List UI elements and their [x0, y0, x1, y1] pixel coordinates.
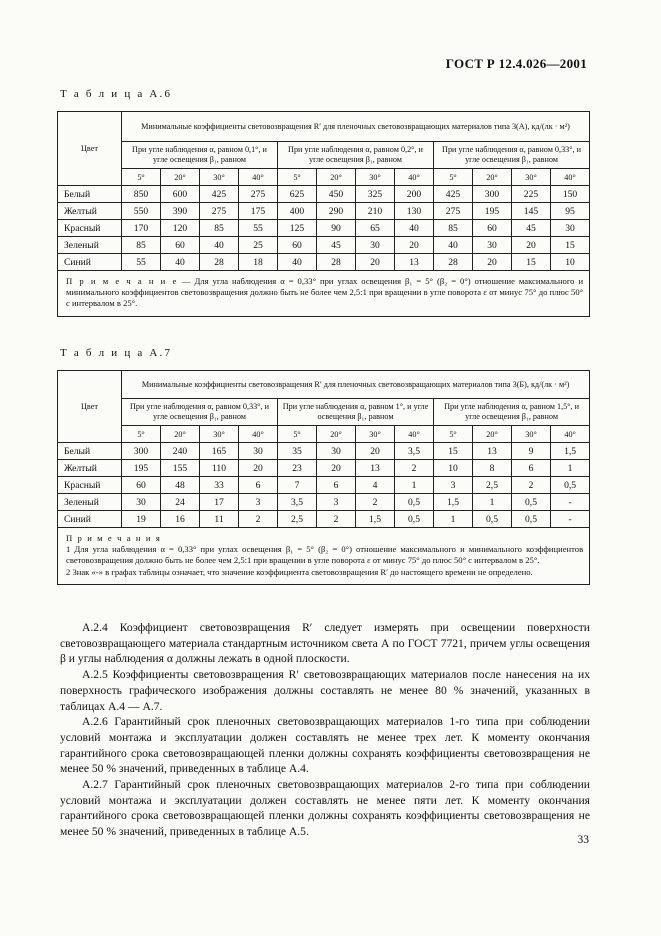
- table-cell: 6: [512, 460, 551, 477]
- table-cell: 20: [356, 443, 395, 460]
- angle-header: 20°: [473, 426, 512, 443]
- table-cell: 60: [278, 237, 317, 254]
- table-cell: 23: [278, 460, 317, 477]
- table-cell: 150: [551, 186, 590, 203]
- table-cell: 28: [200, 254, 239, 271]
- table-cell: 30: [239, 443, 278, 460]
- table-cell: 2,5: [473, 477, 512, 494]
- row-color-name: Белый: [58, 443, 122, 460]
- table-cell: 3: [317, 494, 356, 511]
- table-cell: 28: [317, 254, 356, 271]
- table-cell: 20: [395, 237, 434, 254]
- table-cell: 145: [512, 203, 551, 220]
- angle-header: 30°: [512, 426, 551, 443]
- table-cell: 110: [200, 460, 239, 477]
- table-cell: 125: [278, 220, 317, 237]
- table-cell: 0,5: [512, 511, 551, 528]
- table-cell: 4: [356, 477, 395, 494]
- table-cell: -: [551, 494, 590, 511]
- table-cell: 2: [395, 460, 434, 477]
- table-row: [58, 477, 590, 494]
- row-color-name: Зеленый: [58, 237, 122, 254]
- table-cell: 120: [161, 220, 200, 237]
- row-color-name: Красный: [58, 477, 122, 494]
- angle-header: 40°: [239, 169, 278, 186]
- paragraph-a-2-4: А.2.4 Коэффициент световозвращения R′ следует измерять при освещении поверхности световозвращающего материала стандартным источником света А по ГОСТ 7721, причем углы освещения β и углы наблюдения α должны лежать в одной плоскости.: [60, 621, 590, 666]
- table-cell: 155: [161, 460, 200, 477]
- table-cell: 275: [239, 186, 278, 203]
- table-cell: 130: [395, 203, 434, 220]
- angle-header: 30°: [200, 169, 239, 186]
- table-cell: 40: [434, 237, 473, 254]
- table-cell: 275: [434, 203, 473, 220]
- table-cell: 225: [512, 186, 551, 203]
- table-cell: 35: [278, 443, 317, 460]
- table-cell: 1,5: [551, 443, 590, 460]
- table-cell: 15: [434, 443, 473, 460]
- table-cell: 3,5: [395, 443, 434, 460]
- table-row: [58, 237, 590, 254]
- table-cell: 20: [317, 460, 356, 477]
- table-cell: 40: [278, 254, 317, 271]
- table-a6-caption: Т а б л и ц а А.6: [60, 88, 173, 100]
- table-cell: 25: [239, 237, 278, 254]
- table-cell: 15: [512, 254, 551, 271]
- row-color-name: Белый: [58, 186, 122, 203]
- table-cell: 8: [473, 460, 512, 477]
- table-cell: 11: [200, 511, 239, 528]
- table-cell: 10: [551, 254, 590, 271]
- table-cell: 175: [239, 203, 278, 220]
- table-cell: 450: [317, 186, 356, 203]
- table-cell: 325: [356, 186, 395, 203]
- color-header: Цвет: [58, 112, 122, 186]
- table-cell: 40: [161, 254, 200, 271]
- table-cell: 300: [122, 443, 161, 460]
- group-header-2: При угле наблюдения α, равном 1°, и угле освещения β₁, равном: [278, 399, 434, 426]
- table-cell: 20: [356, 254, 395, 271]
- paragraph-a-2-6: А.2.6 Гарантийный срок пленочных световозвращающих материалов 1-го типа при соблюдении условий монтажа и эксплуатации должен составлять не менее трех лет. К моменту окончания гарантийного срока световозвращающей пленки должны сохранять коэффициенты световозвращения не менее 50 % значений, приведенных в таблице А.4.: [60, 715, 590, 776]
- note-text: — Для угла наблюдения α = 0,33° при углах освещения β₁ = 5° (β₂ = 0°) отношение максимального и минимального коэффициентов световозвращения должно быть не более чем 2,5:1 при вращении в угле поворота ε от минус 75° до плюс 50° с интервалом в 25°.: [66, 276, 584, 309]
- table-cell: 33: [200, 477, 239, 494]
- row-color-name: Желтый: [58, 460, 122, 477]
- table-cell: 48: [161, 477, 200, 494]
- table-cell: 95: [551, 203, 590, 220]
- table-cell: 195: [473, 203, 512, 220]
- group-header-3: При угле наблюдения α, равном 1,5°, и угле освещения β₁, равном: [434, 399, 590, 426]
- table-cell: 0,5: [551, 477, 590, 494]
- table-cell: 85: [434, 220, 473, 237]
- table-cell: 13: [473, 443, 512, 460]
- main-header: Минимальные коэффициенты световозвращения R′ для пленочных световозвращающих материалов типа 3(Б), кд/(лк · м²): [122, 371, 590, 399]
- table-cell: 170: [122, 220, 161, 237]
- table-cell: 2,5: [278, 511, 317, 528]
- table-row: [58, 186, 590, 203]
- angle-header: 30°: [512, 169, 551, 186]
- angle-header: 5°: [434, 169, 473, 186]
- main-header: Минимальные коэффициенты световозвращения R′ для пленочных световозвращающих материалов типа 3(А), кд/(лк · м²): [122, 112, 590, 142]
- page-number: 33: [577, 834, 589, 846]
- table-cell: 30: [317, 443, 356, 460]
- table-cell: 550: [122, 203, 161, 220]
- table-cell: 45: [317, 237, 356, 254]
- table-row: [58, 511, 590, 528]
- table-row: [58, 220, 590, 237]
- table-cell: 290: [317, 203, 356, 220]
- table-cell: 30: [551, 220, 590, 237]
- paragraph-a-2-7: А.2.7 Гарантийный срок пленочных световозвращающих материалов 2-го типа при соблюдении условий монтажа и эксплуатации должен составлять не менее пяти лет. К моменту окончания гарантийного срока световозвращающей пленки должны сохранять коэффициенты световозвращения не менее 50 % значений, приведенных в таблице А.5.: [60, 778, 590, 839]
- angle-header: 40°: [395, 426, 434, 443]
- table-cell: 1: [395, 477, 434, 494]
- note-1: 1 Для угла наблюдения α = 0,33° при углах освещения β₁ = 5° (β₂ = 0°) отношение максимального и минимального коэффициентов световозвращения должно быть не более чем 2,5:1 при вращении в угле поворота ε от минус 75° до плюс 50° с интервалом в 25°.: [66, 544, 584, 566]
- table-cell: 2: [317, 511, 356, 528]
- table-row: [58, 460, 590, 477]
- row-color-name: Зеленый: [58, 494, 122, 511]
- angle-header: 40°: [239, 426, 278, 443]
- table-cell: 60: [161, 237, 200, 254]
- table-row: [58, 254, 590, 271]
- group-header-1: При угле наблюдения α, равном 0,1°, и угле освещения β₁, равном: [122, 142, 278, 169]
- table-cell: 60: [122, 477, 161, 494]
- table-cell: 30: [356, 237, 395, 254]
- row-color-name: Красный: [58, 220, 122, 237]
- table-cell: 3,5: [278, 494, 317, 511]
- table-cell: 600: [161, 186, 200, 203]
- table-cell: 10: [434, 460, 473, 477]
- table-cell: 1: [473, 494, 512, 511]
- table-cell: 390: [161, 203, 200, 220]
- table-cell: 1,5: [434, 494, 473, 511]
- table-cell: 24: [161, 494, 200, 511]
- color-header: Цвет: [58, 371, 122, 443]
- row-color-name: Синий: [58, 511, 122, 528]
- table-cell: 28: [434, 254, 473, 271]
- table-row: [58, 443, 590, 460]
- row-color-name: Желтый: [58, 203, 122, 220]
- table-cell: 18: [239, 254, 278, 271]
- table-cell: 300: [473, 186, 512, 203]
- table-cell: 13: [395, 254, 434, 271]
- table-a6: [57, 111, 590, 317]
- body-text: [60, 620, 590, 840]
- table-cell: 85: [200, 220, 239, 237]
- angle-header: 5°: [278, 426, 317, 443]
- angle-header: 20°: [161, 169, 200, 186]
- table-cell: 425: [200, 186, 239, 203]
- table-cell: 2: [239, 511, 278, 528]
- table-cell: 275: [200, 203, 239, 220]
- table-cell: 400: [278, 203, 317, 220]
- table-cell: 1: [551, 460, 590, 477]
- angle-header: 5°: [434, 426, 473, 443]
- group-header-1: При угле наблюдения α, равном 0,33°, и угле освещения β₁, равном: [122, 399, 278, 426]
- table-cell: 7: [278, 477, 317, 494]
- angle-header: 20°: [473, 169, 512, 186]
- standard-header: ГОСТ Р 12.4.026—2001: [445, 56, 587, 71]
- table-cell: 90: [317, 220, 356, 237]
- table-cell: 0,5: [512, 494, 551, 511]
- table-cell: 2: [512, 477, 551, 494]
- notes-label: П р и м е ч а н и я: [66, 533, 162, 543]
- angle-header: 30°: [356, 426, 395, 443]
- table-cell: 425: [434, 186, 473, 203]
- table-cell: 0,5: [395, 494, 434, 511]
- table-cell: -: [551, 511, 590, 528]
- table-a6-note: [58, 271, 590, 317]
- table-a7: [57, 370, 590, 585]
- angle-header: 5°: [278, 169, 317, 186]
- table-cell: 55: [122, 254, 161, 271]
- table-cell: 85: [122, 237, 161, 254]
- row-color-name: Синий: [58, 254, 122, 271]
- note-label: П р и м е ч а н и е: [66, 276, 178, 286]
- table-cell: 30: [122, 494, 161, 511]
- angle-header: 30°: [356, 169, 395, 186]
- table-cell: 65: [356, 220, 395, 237]
- table-cell: 9: [512, 443, 551, 460]
- table-row: [58, 494, 590, 511]
- table-cell: 1: [434, 511, 473, 528]
- table-cell: 165: [200, 443, 239, 460]
- table-cell: 200: [395, 186, 434, 203]
- table-cell: 6: [239, 477, 278, 494]
- table-cell: 625: [278, 186, 317, 203]
- table-cell: 60: [473, 220, 512, 237]
- paragraph-a-2-5: А.2.5 Коэффициенты световозвращения R′ световозвращающих материалов после нанесения на их поверхность графического изображения должны составлять не менее 80 % значений, указанных в таблицах А.4 — А.7.: [60, 668, 590, 713]
- table-cell: 20: [473, 254, 512, 271]
- table-cell: 6: [317, 477, 356, 494]
- table-cell: 16: [161, 511, 200, 528]
- table-cell: 30: [473, 237, 512, 254]
- table-cell: 40: [200, 237, 239, 254]
- table-cell: 1,5: [356, 511, 395, 528]
- note-2: 2 Знак «-» в графах таблицы означает, что значение коэффициента световозвращения R′ до настоящего времени не определено.: [66, 566, 533, 577]
- angle-header: 20°: [161, 426, 200, 443]
- angle-header: 40°: [551, 426, 590, 443]
- angle-header: 20°: [317, 426, 356, 443]
- table-cell: 0,5: [395, 511, 434, 528]
- table-a7-notes: [58, 528, 590, 585]
- table-cell: 240: [161, 443, 200, 460]
- table-cell: 40: [395, 220, 434, 237]
- table-cell: 850: [122, 186, 161, 203]
- table-cell: 20: [239, 460, 278, 477]
- group-header-3: При угле наблюдения α, равном 0,33°, и угле освещения β₁, равном: [434, 142, 590, 169]
- table-cell: 0,5: [473, 511, 512, 528]
- table-cell: 3: [239, 494, 278, 511]
- table-cell: 3: [434, 477, 473, 494]
- table-cell: 45: [512, 220, 551, 237]
- table-cell: 13: [356, 460, 395, 477]
- angle-header: 5°: [122, 169, 161, 186]
- table-row: [58, 203, 590, 220]
- table-cell: 19: [122, 511, 161, 528]
- group-header-2: При угле наблюдения α, равном 0,2°, и угле освещения β₁, равном: [278, 142, 434, 169]
- table-cell: 55: [239, 220, 278, 237]
- angle-header: 40°: [551, 169, 590, 186]
- table-cell: 2: [356, 494, 395, 511]
- table-cell: 17: [200, 494, 239, 511]
- table-cell: 20: [512, 237, 551, 254]
- table-cell: 15: [551, 237, 590, 254]
- angle-header: 5°: [122, 426, 161, 443]
- angle-header: 40°: [395, 169, 434, 186]
- table-cell: 195: [122, 460, 161, 477]
- table-a7-caption: Т а б л и ц а А.7: [60, 347, 173, 359]
- angle-header: 20°: [317, 169, 356, 186]
- table-cell: 210: [356, 203, 395, 220]
- angle-header: 30°: [200, 426, 239, 443]
